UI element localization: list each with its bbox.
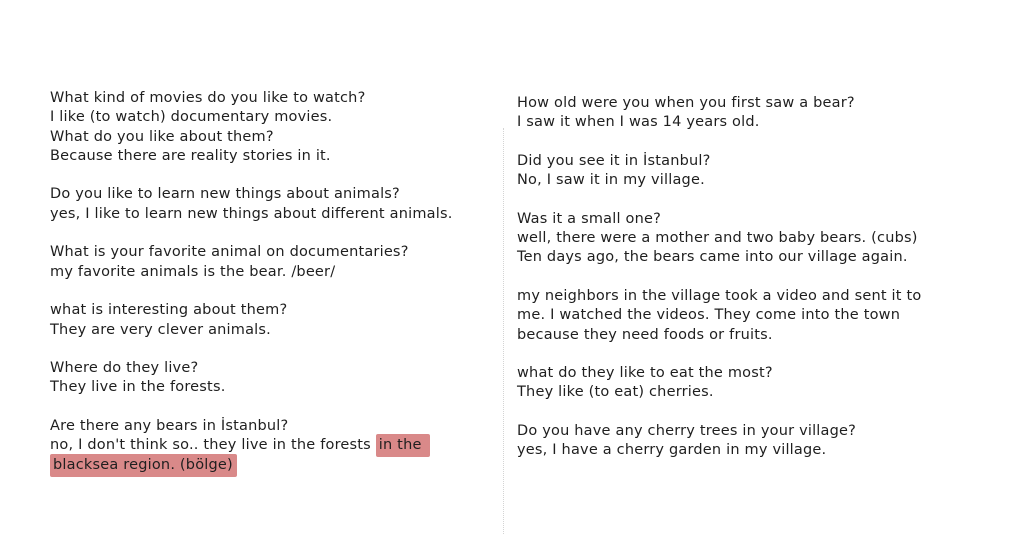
text-segment: Do you like to learn new things about animals? — [50, 186, 400, 203]
text-line — [50, 128, 505, 147]
text-segment: They like (to eat) cherries. — [517, 384, 714, 401]
text-line — [50, 243, 505, 262]
text-segment: my favorite animals is the bear. /beer/ — [50, 263, 336, 280]
text-line — [50, 359, 505, 378]
text-line — [50, 378, 505, 397]
text-line — [517, 113, 987, 132]
text-line — [517, 364, 987, 383]
text-line — [517, 94, 987, 113]
highlighted-text: in the — [376, 434, 431, 457]
text-line — [50, 147, 505, 166]
text-line — [50, 108, 505, 127]
paragraph — [50, 301, 505, 340]
text-segment: No, I saw it in my village. — [517, 172, 705, 189]
text-line — [517, 210, 987, 229]
text-segment: what is interesting about them? — [50, 302, 288, 319]
text-segment: yes, I like to learn new things about different animals. — [50, 205, 453, 222]
text-segment: Did you see it in İstanbul? — [517, 152, 711, 169]
text-segment: yes, I have a cherry garden in my village. — [517, 442, 827, 459]
text-segment: I saw it when I was 14 years old. — [517, 114, 760, 131]
text-line — [517, 441, 987, 460]
paragraph — [517, 94, 987, 133]
text-line — [517, 422, 987, 441]
paragraph — [50, 359, 505, 398]
text-line — [517, 229, 987, 248]
text-segment: Was it a small one? — [517, 210, 661, 227]
text-line — [517, 326, 987, 345]
text-segment: what do they like to eat the most? — [517, 365, 773, 382]
paragraph — [517, 210, 987, 268]
text-segment: How old were you when you first saw a bear? — [517, 95, 855, 111]
text-segment: my neighbors in the village took a video and sent it to — [517, 287, 922, 304]
paragraph — [517, 287, 987, 345]
text-line — [50, 263, 505, 282]
text-line — [50, 321, 505, 340]
text-segment: I like (to watch) documentary movies. — [50, 109, 333, 126]
text-line — [517, 287, 987, 306]
text-segment: They live in the forests. — [50, 379, 226, 396]
column-divider — [503, 128, 504, 534]
text-segment: because they need foods or fruits. — [517, 326, 773, 343]
text-segment: me. I watched the videos. They come into the town — [517, 307, 901, 324]
text-segment: well, there were a mother and two baby bears. (cubs) — [517, 230, 918, 247]
text-line — [50, 417, 505, 436]
text-line — [50, 205, 505, 224]
text-segment: no, I don't think so.. they live in the forests — [50, 437, 376, 454]
text-line — [50, 89, 505, 108]
right-column — [517, 94, 987, 461]
text-line — [517, 248, 987, 267]
text-segment: Where do they live? — [50, 360, 199, 377]
text-line — [517, 306, 987, 325]
text-segment: What kind of movies do you like to watch? — [50, 90, 366, 106]
paragraph — [50, 417, 505, 475]
paragraph — [517, 152, 987, 191]
paragraph — [50, 185, 505, 224]
text-line — [50, 436, 505, 455]
text-segment: Do you have any cherry trees in your village? — [517, 423, 857, 440]
text-segment: Ten days ago, the bears came into our village again. — [517, 249, 908, 266]
text-line — [50, 301, 505, 320]
paragraph — [517, 422, 987, 461]
text-segment: They are very clever animals. — [50, 321, 271, 338]
text-line — [517, 171, 987, 190]
highlighted-text: blacksea region. (bölge) — [50, 454, 237, 477]
paragraph — [517, 364, 987, 403]
text-segment: What do you like about them? — [50, 128, 274, 145]
text-line — [517, 152, 987, 171]
text-segment: What is your favorite animal on documentaries? — [50, 244, 409, 261]
paragraph — [50, 243, 505, 282]
text-segment: Because there are reality stories in it. — [50, 147, 331, 164]
text-line — [50, 456, 505, 475]
paragraph — [50, 89, 505, 166]
text-segment: Are there any bears in İstanbul? — [50, 418, 289, 435]
text-line — [50, 185, 505, 204]
text-line — [517, 383, 987, 402]
left-column — [50, 89, 505, 475]
